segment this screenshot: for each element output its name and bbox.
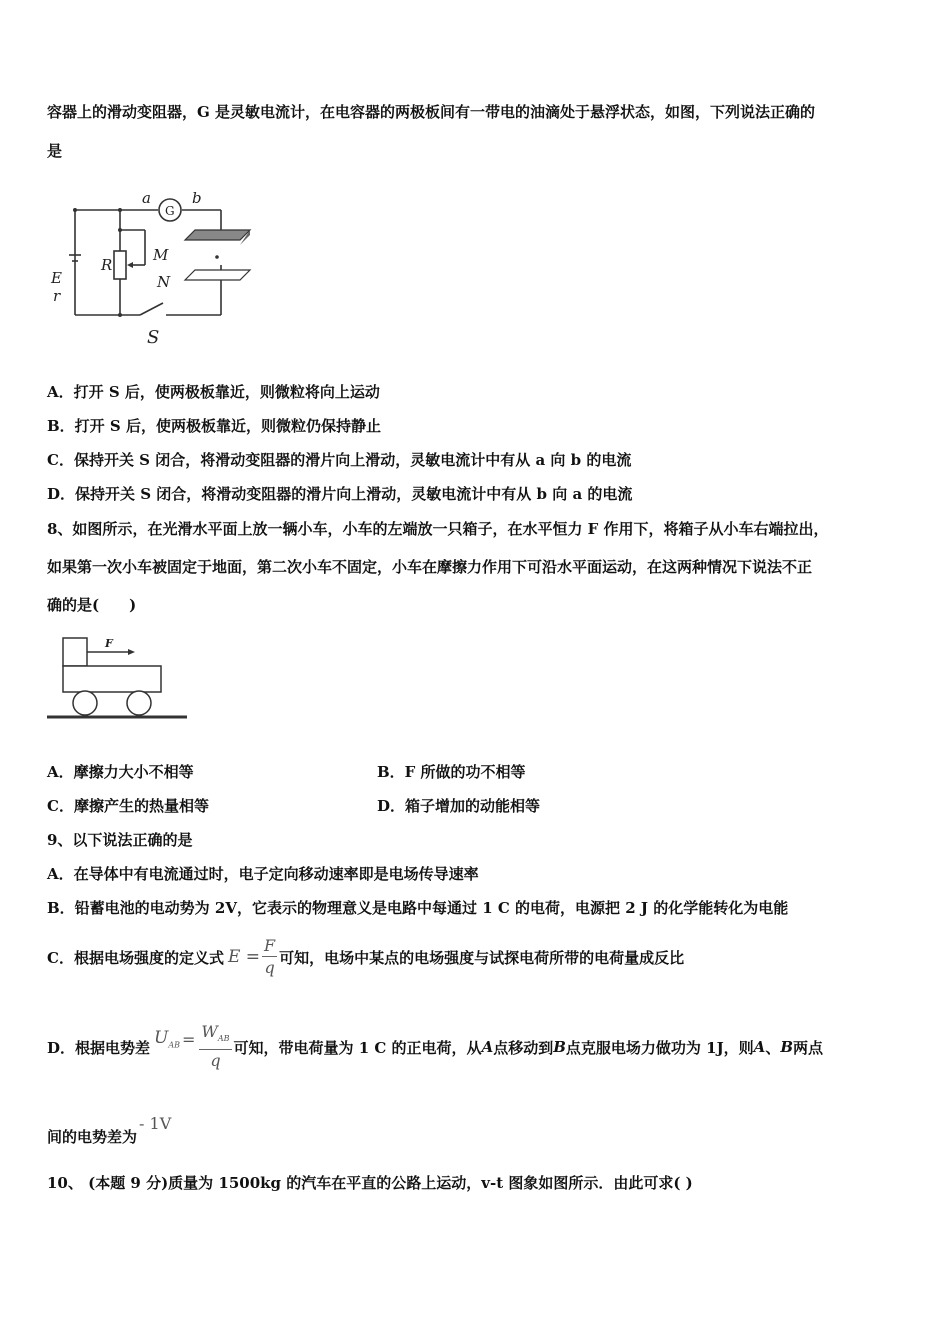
label-E: E [51, 269, 62, 287]
q9-d-line2: 间的电势差为 [47, 1128, 138, 1146]
q7-option-d: D．保持开关 S 闭合，将滑动变阻器的滑片向上滑动，灵敏电流计中有从 b 向 a 的电流 [47, 485, 633, 503]
cart-diagram [45, 630, 195, 725]
q9-c-suffix: 可知，电场中某点的电场强度与试探电荷所带的电荷量成反比 [279, 948, 685, 967]
q9-d-w: W [201, 1021, 218, 1041]
q9-d-sep: 、 [765, 1038, 781, 1057]
q9-d-point-b2: B [780, 1038, 794, 1056]
label-S: S [147, 327, 160, 345]
q8-option-b: B．F 所做的功不相等 [377, 763, 526, 781]
q9-option-d [47, 1016, 823, 1078]
q9-option-c [47, 931, 684, 983]
q9-option-d-line2 [47, 1113, 171, 1147]
potential-formula [199, 1022, 231, 1072]
q9-d-point-a: A [481, 1038, 494, 1056]
label-R: R [101, 256, 113, 274]
label-N: N [157, 273, 171, 291]
q9-d-point-a2: A [753, 1038, 766, 1056]
q7-option-b: B．打开 S 后，使两极板靠近，则微粒仍保持静止 [47, 417, 381, 435]
label-r: r [53, 287, 61, 305]
q9-c-formula-lhs: E = [227, 947, 261, 967]
q9-d-point-b: B [553, 1038, 566, 1056]
q7-stem-line2: 是 [47, 142, 63, 160]
efield-numerator: F [264, 935, 276, 955]
q9-d-prefix: D．根据电势差 [47, 1038, 151, 1057]
label-a: a [142, 189, 151, 207]
label-G: G [165, 204, 175, 218]
q9-d-w-sub: AB [217, 1034, 230, 1044]
q7-option-c: C．保持开关 S 闭合，将滑动变阻器的滑片向上滑动，灵敏电流计中有从 a 向 b 的电流 [47, 451, 632, 469]
q9-stem: 9、以下说法正确的是 [47, 831, 193, 849]
q8-stem-line1: 8、如图所示，在光滑水平面上放一辆小车，小车的左端放一只箱子，在水平恒力 F 作用下，将箱子从小车右端拉出， [47, 520, 829, 538]
potential-numerator [199, 1022, 231, 1050]
q8-stem-line3: 确的是( ) [47, 596, 137, 614]
q8-option-d: D．箱子增加的动能相等 [377, 797, 541, 815]
q9-d-u-sub: AB [168, 1040, 180, 1050]
q10-stem: 10、 (本题 9 分)质量为 1500kg 的汽车在平直的公路上运动，v-t 图象如图所示．由此可求( ) [47, 1174, 693, 1192]
q9-d-eq: = [182, 1029, 196, 1049]
q9-d-mid2: 点移动到 [493, 1038, 554, 1057]
label-M: M [153, 246, 169, 264]
label-b: b [192, 189, 202, 207]
circuit-diagram [45, 185, 265, 345]
q9-d-value: - 1V [139, 1114, 172, 1133]
q9-d-end: 两点 [793, 1038, 824, 1057]
q7-option-a: A．打开 S 后，使两极板靠近，则微粒将向上运动 [47, 383, 380, 401]
q9-option-a: A．在导体中有电流通过时，电子定向移动速率即是电场传导速率 [47, 865, 479, 883]
potential-denominator: q [210, 1051, 221, 1071]
efield-denominator: q [264, 957, 275, 977]
q9-c-prefix: C．根据电场强度的定义式 [47, 948, 224, 967]
label-F: F [105, 637, 113, 650]
q9-d-u: U [154, 1028, 169, 1049]
efield-formula [262, 936, 277, 979]
q8-stem-line2: 如果第一次小车被固定于地面，第二次小车不固定，小车在摩擦力作用下可沿水平面运动，在这两种情况下说法不正 [47, 558, 813, 576]
q8-option-a: A．摩擦力大小不相等 [47, 763, 194, 781]
q9-d-formula-u [154, 1028, 180, 1049]
q8-option-c: C．摩擦产生的热量相等 [47, 797, 209, 815]
q9-d-mid: 可知，带电荷量为 1 C 的正电荷，从 [233, 1038, 482, 1057]
q9-d-mid3: 点克服电场力做功为 1J，则 [565, 1038, 754, 1057]
q7-stem-line1: 容器上的滑动变阻器，G 是灵敏电流计，在电容器的两极板间有一带电的油滴处于悬浮状态，如图，下列说法正确的 [47, 103, 816, 121]
q9-option-b: B．铅蓄电池的电动势为 2V，它表示的物理意义是电路中每通过 1 C 的电荷，电源把 2 J 的化学能转化为电能 [47, 899, 789, 917]
